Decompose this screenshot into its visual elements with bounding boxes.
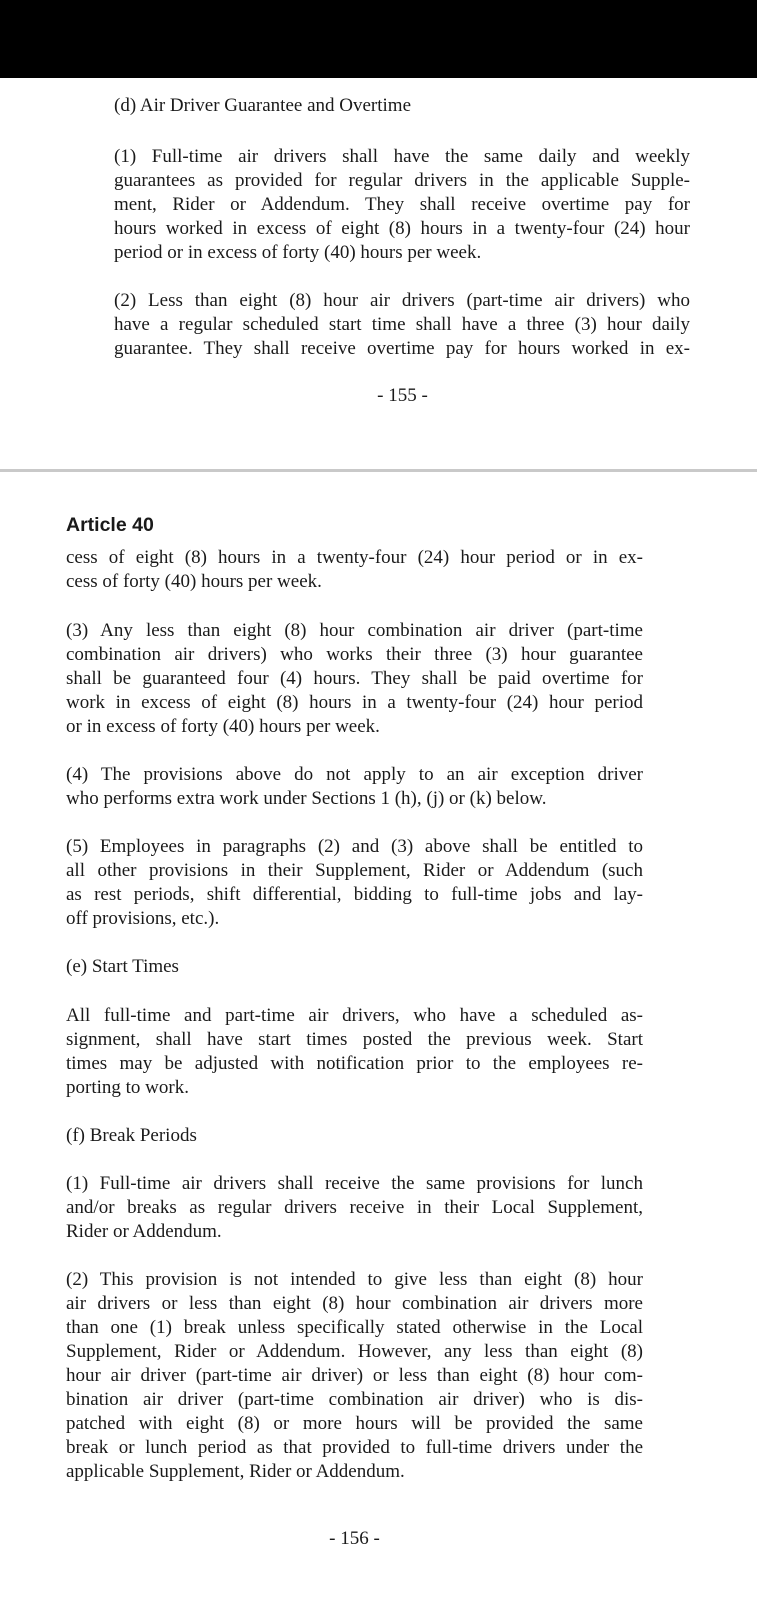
text-line: (1) Full-time air drivers shall receive the same provisions for lunch <box>66 1173 643 1194</box>
paragraph-d4 <box>66 763 643 811</box>
text-line: (2) This provision is not intended to give less than eight (8) hour <box>66 1269 643 1290</box>
text-line: who performs extra work under Sections 1 (h), (j) or (k) below. <box>66 788 547 809</box>
text-line: shall be guaranteed four (4) hours. They shall be paid overtime for <box>66 668 643 689</box>
text-line: All full-time and part-time air drivers, who have a scheduled as- <box>66 1005 643 1026</box>
text-line: porting to work. <box>66 1077 189 1098</box>
section-d-title: (d) Air Driver Guarantee and Overtime <box>114 95 412 116</box>
text-line: as rest periods, shift differential, bidding to full-time jobs and lay- <box>66 884 643 905</box>
paragraph-f2 <box>66 1268 643 1484</box>
page-156 <box>0 474 757 1600</box>
text-line: times may be adjusted with notification prior to the employees re- <box>66 1053 643 1074</box>
text-line: and/or breaks as regular drivers receive in their Local Supplement, <box>66 1197 643 1218</box>
page-number: - 156 - <box>329 1528 380 1549</box>
text-line: or in excess of forty (40) hours per week. <box>66 716 380 737</box>
text-line: applicable Supplement, Rider or Addendum. <box>66 1461 405 1482</box>
text-line: all other provisions in their Supplement, Rider or Addendum (such <box>66 860 643 881</box>
text-line: cess of forty (40) hours per week. <box>66 571 322 592</box>
paragraph-d3 <box>66 619 643 739</box>
text-line: guarantee. They shall receive overtime pay for hours worked in ex- <box>114 338 690 359</box>
text-line: (5) Employees in paragraphs (2) and (3) above shall be entitled to <box>66 836 643 857</box>
text-line: period or in excess of forty (40) hours per week. <box>114 242 482 263</box>
paragraph-d2 <box>114 289 690 361</box>
text-line: combination air drivers) who works their three (3) hour guarantee <box>66 644 643 665</box>
paragraph-continuation <box>66 546 643 594</box>
text-line: (3) Any less than eight (8) hour combination air driver (part-time <box>66 620 643 641</box>
article-heading: Article 40 <box>66 514 154 536</box>
paragraph-e <box>66 1004 643 1100</box>
text-line: hours worked in excess of eight (8) hours in a twenty-four (24) hour <box>114 218 690 239</box>
text-line: signment, shall have start times posted the previous week. Start <box>66 1029 643 1050</box>
paragraph-d5 <box>66 835 643 931</box>
text-line: ment, Rider or Addendum. They shall receive overtime pay for <box>114 194 690 215</box>
paragraph-f1 <box>66 1172 643 1244</box>
text-line: air drivers or less than eight (8) hour combination air drivers more <box>66 1293 643 1314</box>
text-line: (1) Full-time air drivers shall have the same daily and weekly <box>114 146 690 167</box>
section-f-title: (f) Break Periods <box>66 1125 197 1146</box>
top-status-bar <box>0 0 757 78</box>
text-line: cess of eight (8) hours in a twenty-four (24) hour period or in ex- <box>66 547 643 568</box>
text-line: work in excess of eight (8) hours in a twenty-four (24) hour period <box>66 692 643 713</box>
text-line: hour air driver (part-time air driver) or less than eight (8) hour com- <box>66 1365 643 1386</box>
paragraph-d1 <box>114 145 690 265</box>
text-line: guarantees as provided for regular drivers in the applicable Supple- <box>114 170 690 191</box>
page-155 <box>0 78 757 470</box>
text-line: (2) Less than eight (8) hour air drivers (part-time air drivers) who <box>114 290 690 311</box>
text-line: Rider or Addendum. <box>66 1221 222 1242</box>
text-line: off provisions, etc.). <box>66 908 220 929</box>
text-line: bination air driver (part-time combination air driver) who is dis- <box>66 1389 643 1410</box>
text-line: patched with eight (8) or more hours will be provided the same <box>66 1413 643 1434</box>
text-line: than one (1) break unless specifically stated otherwise in the Local <box>66 1317 643 1338</box>
text-line: break or lunch period as that provided to full-time drivers under the <box>66 1437 643 1458</box>
section-e-title: (e) Start Times <box>66 956 179 977</box>
text-line: (4) The provisions above do not apply to an air exception driver <box>66 764 643 785</box>
page-number: - 155 - <box>377 385 428 406</box>
text-line: Supplement, Rider or Addendum. However, any less than eight (8) <box>66 1341 643 1362</box>
page-divider <box>0 469 757 472</box>
text-line: have a regular scheduled start time shall have a three (3) hour daily <box>114 314 690 335</box>
